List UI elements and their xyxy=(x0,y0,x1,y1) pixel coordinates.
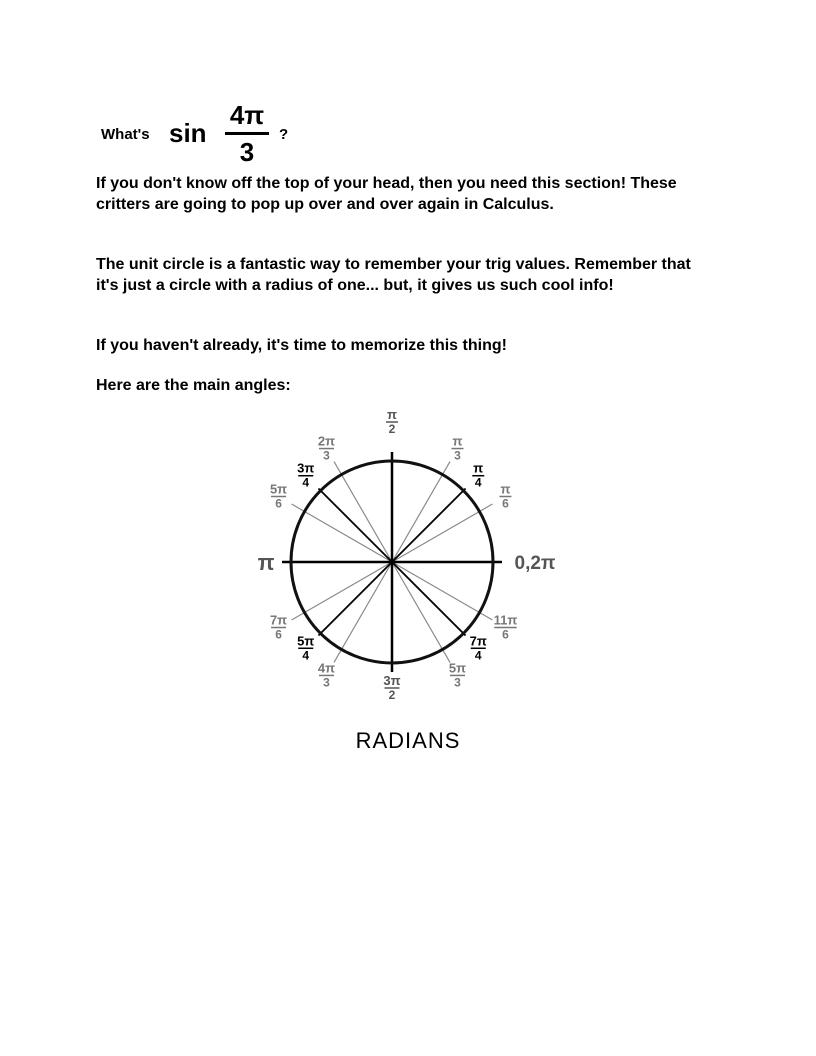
axis-label-three-pi-over-2-num: 3π xyxy=(383,673,401,688)
angle-label-330-den: 6 xyxy=(502,627,509,642)
fraction-numerator: 4π xyxy=(229,100,265,130)
axis-label-three-pi-over-2 xyxy=(383,673,400,702)
question-fraction xyxy=(225,100,269,167)
fraction-denominator: 3 xyxy=(239,137,255,167)
angle-label-45 xyxy=(472,461,484,490)
angle-label-210-num: 7π xyxy=(269,612,288,628)
sin-function: sin xyxy=(169,118,207,148)
angle-label-330-num: 11π xyxy=(493,612,518,628)
angle-label-120-den: 3 xyxy=(323,448,330,463)
unit-circle-paragraph: The unit circle is a fantastic way to remember your trig values. Remember that it's just a circle with a radius of one... but, it gives us such cool info! xyxy=(96,256,691,294)
angle-label-225-den: 4 xyxy=(302,648,310,663)
angle-label-300-num: 5π xyxy=(448,660,467,676)
angle-label-60-den: 3 xyxy=(454,448,461,463)
axis-label-pi: π xyxy=(257,550,275,575)
angle-label-330 xyxy=(494,613,518,642)
angle-label-135-num: 3π xyxy=(297,460,315,476)
angle-label-60 xyxy=(452,434,464,463)
intro-paragraph: If you don't know off the top of your head, then you need this section! These critters are going to pop up over and over again in Calculus. xyxy=(96,175,677,213)
angle-label-150-den: 6 xyxy=(275,496,282,511)
angle-label-300 xyxy=(449,660,466,689)
angle-label-315-num: 7π xyxy=(469,633,487,649)
angle-label-315 xyxy=(470,633,487,662)
angle-label-240-den: 3 xyxy=(323,675,330,690)
angle-label-210 xyxy=(270,613,287,642)
angle-label-240 xyxy=(318,660,335,689)
angle-label-30-num: π xyxy=(500,481,511,497)
angle-label-30 xyxy=(499,482,511,511)
angle-label-120-num: 2π xyxy=(317,433,336,449)
angle-label-30-den: 6 xyxy=(502,496,509,511)
question-mark: ? xyxy=(279,126,289,143)
angle-label-45-num: π xyxy=(473,460,484,476)
angle-label-225-num: 5π xyxy=(297,633,315,649)
axis-label-pi-over-2 xyxy=(386,407,398,436)
angle-label-60-num: π xyxy=(452,433,463,449)
angle-label-315-den: 4 xyxy=(474,648,482,663)
radians-caption: RADIANS xyxy=(355,728,461,753)
angle-label-45-den: 4 xyxy=(474,475,482,490)
fraction-bar xyxy=(225,132,269,135)
angle-label-150-num: 5π xyxy=(269,481,288,497)
memorize-paragraph: If you haven't already, it's time to memorize this thing! xyxy=(96,337,507,354)
angle-label-135-den: 4 xyxy=(302,475,310,490)
angle-label-135 xyxy=(297,461,314,490)
unit-circle-diagram xyxy=(240,405,580,705)
axis-label-zero-two-pi: 0,2π xyxy=(514,553,556,574)
angle-label-210-den: 6 xyxy=(275,627,282,642)
main-angles-heading: Here are the main angles: xyxy=(96,377,291,394)
question-prefix: What's xyxy=(101,126,150,143)
angle-label-225 xyxy=(297,633,314,662)
angle-label-150 xyxy=(270,482,287,511)
axis-label-pi-over-2-num: π xyxy=(387,407,397,422)
axis-label-three-pi-over-2-den: 2 xyxy=(388,688,396,702)
angle-label-300-den: 3 xyxy=(454,675,461,690)
angle-label-240-num: 4π xyxy=(317,660,336,676)
axis-label-pi-over-2-den: 2 xyxy=(388,422,396,436)
angle-label-120 xyxy=(318,434,335,463)
